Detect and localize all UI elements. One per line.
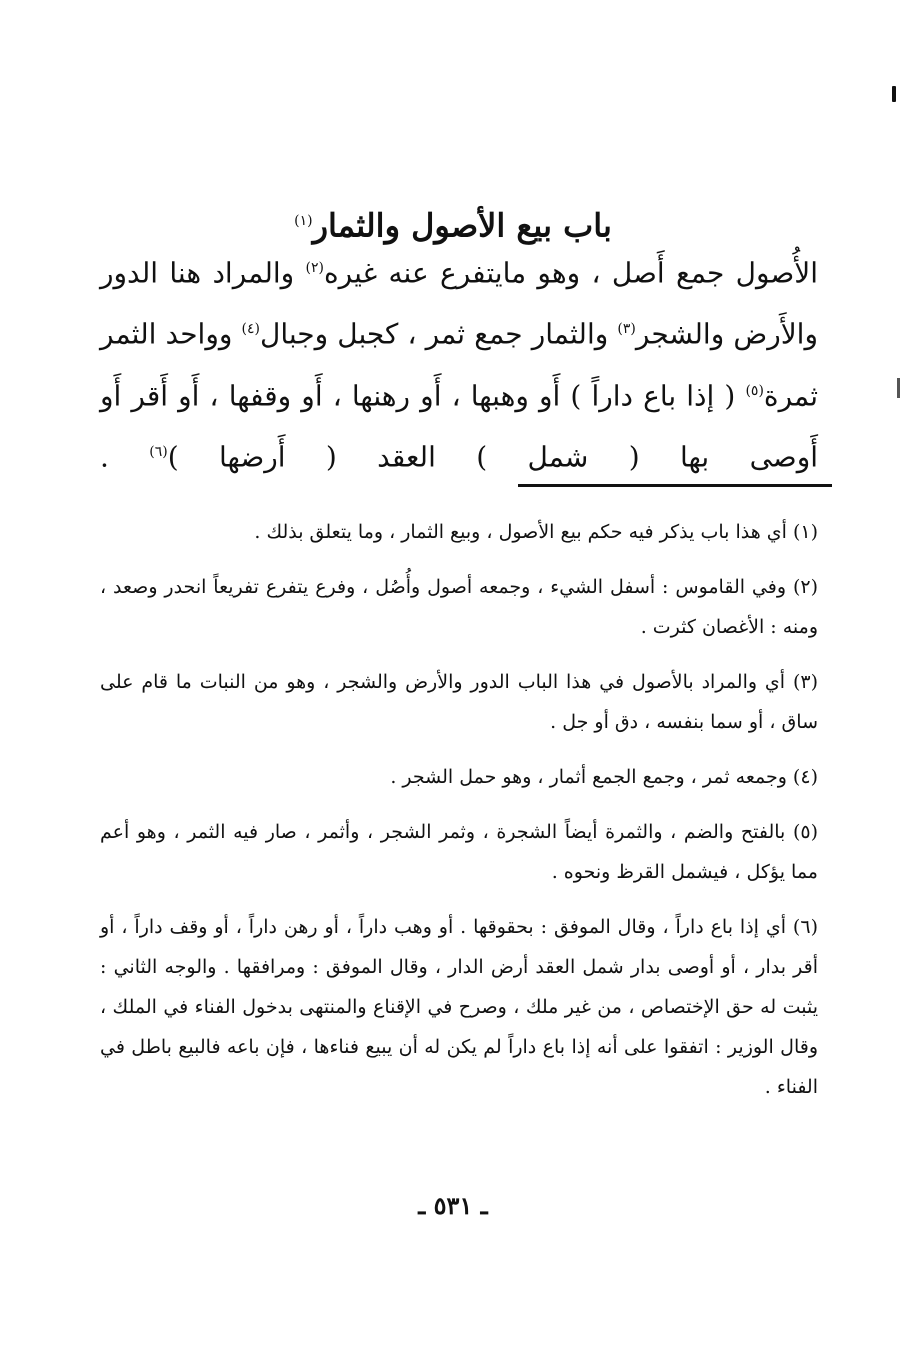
footnote-ref: (٤) [241,321,260,338]
footnote-ref: (٣) [617,321,636,338]
text-segment: أَو وقفها ، أَو أَقر أَو أَوصى بها ( شمل ) العقد ( أَرضها ) [100,378,818,474]
chapter-title-text: باب بيع الأصول والثمار [312,207,612,246]
footnote-ref: (٦) [149,443,168,460]
page-number: ـ ٥٣١ ـ [418,1191,488,1220]
text-segment: والثمار جمع ثمر ، كجبل وجبال [259,317,618,351]
footnote-ref: (١) [294,213,313,230]
footnote: (٣) أي والمراد بالأصول في هذا الباب الدور والأرض والشجر ، وهو من النبات ما قام على ساق ، أو سما بنفسه ، دق أو جل . [100,671,818,733]
footnote: (٤) وجمعه ثمر ، وجمع الجمع أثمار ، وهو حمل الشجر . [390,766,818,788]
footnote: (١) أي هذا باب يذكر فيه حكم بيع الأصول ، وبيع الثمار ، وما يتعلق بذلك . [254,521,818,543]
footnote-separator [518,484,832,487]
text-segment: وواحد الثمر ثمرة [100,317,819,412]
footnote: (٢) وفي القاموس : أسفل الشيء ، وجمعه أصول وأُصُل ، وفرع يتفرع تفريعاً انحدر وصعد ، ومنه : الأغصان كثرت . [100,576,818,638]
text-segment: الأُصول جمع أَصل ، وهو مايتفرع عنه غيره [323,256,819,290]
main-paragraph [100,240,818,485]
text-segment: ( إذا باع داراً ) أَو وهبها ، أَو رهنها ، [332,378,746,412]
footnotes [100,512,818,1122]
edge-mark [897,378,900,398]
edge-mark [892,86,896,102]
main-text [100,240,818,485]
footnote: (٥) بالفتح والضم ، والثمرة أيضاً الشجرة ، وثمر الشجر ، وأثمر ، صار فيه الثمر ، وهو أعم مما يؤكل ، فيشمل القرظ ونحوه . [100,821,818,883]
footnote-ref: (٥) [745,382,764,399]
text-segment: والمراد هنا [169,256,306,290]
footnote-ref: (٢) [305,260,324,276]
text-segment: الدور والأَرض والشجر [100,256,818,351]
footnote: (٦) أي إذا باع داراً ، وقال الموفق : بحقوقها . أو وهب داراً ، أو رهن داراً ، أو وقف داراً ، أو أقر بدار ، أو أوصى بدار شمل العقد أرض الدار ، وقال الموفق : ومرافقها . والوجه الثاني : يثبت له حق الإختصاص ، من غير ملك ، وصرح في الإقناع والمنتهى بدخول الفناء في الملك ، وقال الوزير : اتفقوا على أنه إذا باع داراً لم يكن له أن يبيع فناءها ، فإن باعه فالبيع باطل في الفناء . [100,916,818,1098]
text-segment: . [100,440,150,474]
